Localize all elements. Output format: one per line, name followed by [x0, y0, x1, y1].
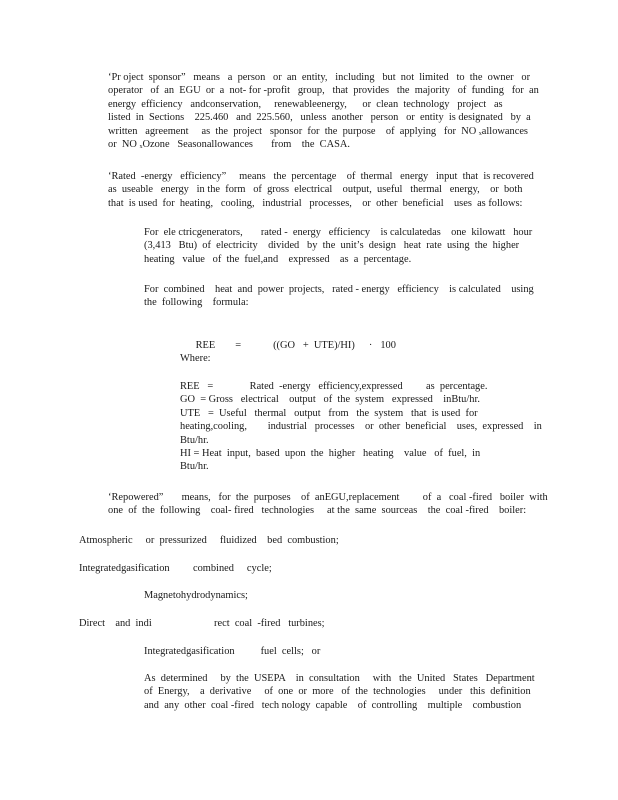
text-line: Integratedgasification combined cycle; [79, 563, 272, 574]
technology-atmospheric [79, 534, 539, 547]
text-line: or NO ₓOzone Seasonallowances from the CASA. [108, 139, 350, 151]
text-line: (3,413 Btu) of electricity divided by the unit’s design heat rate using the higher [144, 240, 520, 252]
text-line: energy efficiency andconservation, renewableenergy, or clean technology project as [108, 98, 503, 110]
text-line: As determined by the USEPA in consultation with the United States Department [144, 673, 535, 684]
technology-direct-turbines [79, 617, 539, 630]
definition-go: GO = Gross electrical output of the system expressed inBtu/hr. [180, 394, 480, 406]
text-line: as useable energy in the form of gross electrical output, useful thermal energy, or both [108, 184, 523, 196]
text-line: and any other coal -fired tech nology capable of controlling multiple combustion [144, 699, 522, 711]
definition-rated-energy-efficiency [108, 170, 540, 210]
definition-ute-cont: heating,cooling, industrial processes or other beneficial uses, expressed in [180, 421, 542, 433]
text-line: For combined heat and power projects, rated - energy efficiency is calculated using [144, 284, 534, 295]
definition-hi: HI = Heat input, based upon the higher heating value of fuel, in [180, 448, 481, 460]
definition-hi-unit: Btu/hr. [180, 461, 209, 473]
text-line: that is used for heating, cooling, industrial processes, or other beneficial uses as follows: [108, 197, 523, 209]
text-line: For ele ctricgenerators, rated - energy efficiency is calculatedas one kilowatt hour [144, 227, 533, 238]
paragraph-electric-generators [144, 226, 536, 266]
definition-repowered [108, 491, 548, 518]
text-line: of Energy, a derivative of one or more of the technologies under this definition [144, 686, 531, 698]
text-line: Direct and indi rect coal -fired turbines; [79, 618, 325, 629]
text-line: ‘Rated -energy efficiency” means the percentage of thermal energy input that is recovered [108, 171, 534, 182]
formula-rhs: ((GO + UTE)/HI) [273, 340, 355, 352]
technology-mhd [144, 589, 536, 602]
definition-project-sponsor [108, 71, 540, 151]
formula-factor: 100 [380, 340, 396, 352]
text-line: Atmospheric or pressurized fluidized bed combustion; [79, 535, 339, 546]
definition-ree: REE = Rated -energy efficiency,expressed as percentage. [180, 381, 488, 392]
text-line: Magnetohydrodynamics; [144, 590, 248, 601]
text-line: ‘Repowered” means, for the purposes of anEGU,replacement of a coal -fired boiler with [108, 492, 548, 503]
text-line: operator of an EGU or a not- for -profit group, that provides the majority of funding for an [108, 85, 539, 97]
formula-lhs: REE [195, 340, 216, 352]
technology-fuel-cells [144, 645, 536, 658]
text-line: Integratedgasification fuel cells; or [144, 646, 321, 657]
definition-ute: UTE = Useful thermal output from the system that is used for [180, 407, 478, 419]
text-line: Where: [180, 353, 211, 364]
definition-ute-unit: Btu/hr. [180, 434, 209, 446]
formula-equals: = [235, 340, 242, 352]
technology-igcc [79, 562, 539, 575]
text-line: the following formula: [144, 297, 249, 309]
paragraph-combined-heat-power [144, 283, 536, 310]
paragraph-usepa [144, 672, 536, 712]
text-line: listed in Sections 225.460 and 225.560, unless another person or entity is designated by a [108, 112, 531, 124]
text-line: one of the following coal- fired technologies at the same sourceas the coal -fired boiler: [108, 505, 527, 517]
text-line: ‘Pr oject sponsor” means a person or an entity, including but not limited to the owner or [108, 72, 531, 83]
formula-definitions [180, 380, 542, 474]
formula-operator: · [368, 340, 373, 352]
where-label [180, 352, 537, 365]
text-line: heating value of the fuel,and expressed as a percentage. [144, 253, 412, 265]
text-line: written agreement as the project sponsor for the purpose of applying for NO ₓallowances [108, 125, 528, 137]
